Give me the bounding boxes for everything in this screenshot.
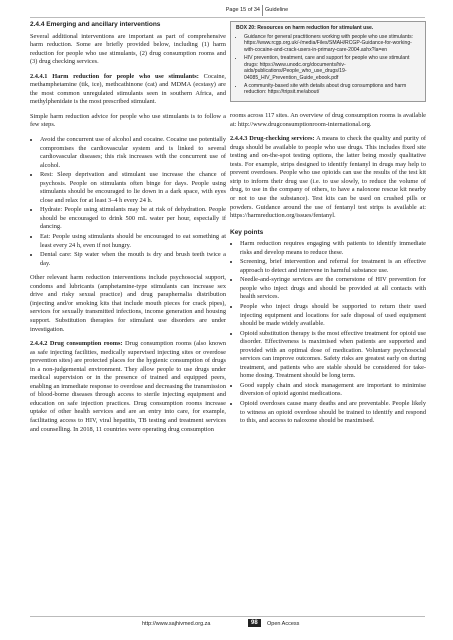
page-header: [0, 5, 453, 17]
drug-checking-heading: 2.4.4.3 Drug-checking services:: [230, 135, 315, 143]
header-divider: [262, 5, 263, 16]
list-item: • Opioid overdoses cause many deaths and are preventable. People likely to witness an opioid overdose should be trained to identify and respond to this, and access to naloxone should be maximised.: [240, 400, 426, 426]
dcr-text: Drug consumption rooms (also known as safe injecting facilities, medically supervised injecting sites or overdose prevention sites) are protected places for the hygienic consumption of drugs in a non-judgemental environment. They allow people to use drugs under medical supervision or in the presence of trained and equipped peers, enabling an immediate response to overdose and decreasing the transmission of blood-borne diseases through access to sterile injecting equipment and education on safe injection practices. Drug consumption rooms increase uptake of other health services and are an entry into care, for example, facilitating access to HIV, viral hepatitis, TB testing and treatment services and counselling. In 2018, 11 countries were operating drug consumption: [30, 340, 226, 433]
stimulant-advice-list: [30, 136, 226, 268]
advice-paragraph: Simple harm reduction advice for people who use stimulants is to follow a few steps.: [30, 112, 226, 129]
other-interventions-paragraph: Other relevant harm reduction interventions include psychosocial support, condoms and lubricants (amphetamine-type stimulants can increase sex drive and risky sexual practice) and drug paraphernalia distribution (injecting and/or smoking kits that include mouth pieces for crack pipes), services for sexually transmitted infections, income generation and housing support. Substitution therapies for stimulant use disorders are under investigation.: [30, 274, 226, 333]
list-item: • Eat: People using stimulants should be encouraged to eat something at least every 24 h, even if not hungry.: [40, 233, 226, 250]
page-indicator: Page 15 of 34: [225, 7, 260, 13]
stimulants-text: Cocaine, methamphetamine (tik, ice), methcathinone (cat) and MDMA (ecstasy) are the most common unregulated stimulants seen in southern Africa, and methylphenidate is the most prescribed stimulant.: [30, 72, 226, 106]
heading-emerging: 2.4.4 Emerging and ancillary interventions: [30, 21, 161, 28]
box-list: [236, 34, 420, 96]
resources-box: [230, 21, 426, 102]
section-label: Guideline: [265, 7, 289, 13]
list-item: • Screening, brief intervention and referral for treatment is an effective approach to detect and intervene in harmful substance use.: [240, 258, 426, 275]
stimulants-paragraph: [30, 73, 226, 107]
list-item: • Opioid substitution therapy is the most effective treatment for opioid use disorder. Effectiveness is maximised when patients are supported and provided with an optimal dose of medication. Voluntary psychosocial services can improve outcomes. Safety risks are greatest early on during treatment, and patients who are stable should be considered for take-home dosing. Treatment should be long term.: [240, 330, 426, 381]
list-item: • Needle-and-syringe services are the cornerstone of HIV prevention for people who inject drugs and should be provided at all contacts with health services.: [240, 276, 426, 302]
dcr-heading: 2.4.4.2 Drug consumption rooms:: [30, 340, 123, 348]
list-item: • Good supply chain and stock management are important to minimise diversion of opioid agonist medications.: [240, 382, 426, 399]
intro-paragraph: Several additional interventions are important as part of comprehensive harm reduction. Some are briefly provided below, including (1) harm reduction for people who use stimulants, (2) drug consumption rooms and (3) drug checking services.: [30, 32, 226, 66]
left-column: [30, 21, 226, 440]
list-item: • Harm reduction requires engaging with patients to identify immediate risks and develop means to reduce these.: [240, 240, 426, 257]
open-access-label: Open Access: [267, 621, 300, 627]
list-item: • People who inject drugs should be supported to return their used injecting equipment and locations for safe disposal of used equipment should be made widely available.: [240, 303, 426, 329]
key-points-heading: Key points: [230, 228, 264, 236]
box-title: BOX 20: Resources on harm reduction for stimulant use.: [236, 25, 374, 31]
list-item: • Rest: Sleep deprivation and stimulant use increase the chance of psychosis. People on stimulants often binge for days. People using stimulants should be encouraged to lie down in a dark space, with eyes close and relax for at least 3–4 h every 24 h.: [40, 171, 226, 205]
list-item: • Avoid the concurrent use of alcohol and cocaine. Cocaine use potentially compromises the cardiovascular system and is linked to several cardiovascular diseases; this risk increases with the concurrent use of alcohol.: [40, 136, 226, 170]
list-item: • Hydrate: People using stimulants may be at risk of dehydration. People should be encouraged to drink 500 mL water per hour, especially if dancing.: [40, 206, 226, 232]
right-column: [230, 21, 426, 432]
dcr-continued-paragraph: rooms across 117 sites. An overview of drug consumption rooms is available at: http://www.drugconsumptionroom-international.org.: [230, 112, 426, 128]
page-number: 98: [248, 619, 261, 627]
list-item[interactable]: • HIV prevention, treatment, care and support for people who use stimulant drugs: https://www.unodc.org/documents/hiv-aids/publications/People_who_use_drugs/19-04085_HIV_Prevention_Guide_ebook.pdf: [244, 55, 420, 82]
list-item[interactable]: • A community-based site with details about drug consumptions and harm reduction: https://tripsit.me/about/: [244, 83, 420, 96]
stimulants-heading: 2.4.4.1 Harm reduction for people who use stimulants:: [30, 72, 199, 80]
drug-checking-text: A means to check the quality and purity of drugs should be available to people who use drugs. This includes fixed site testing and on-the-spot testing options, the latter being mostly qualitative tests. For example, strips designed to identify fentanyl in drugs may help to prevent overdoses. People who use opioids can use the results of the test kit strip to inform their drug use (i.e. to use slowly, to reduce the volume of drug, to use in the company of others, to have a naloxone rescue kit nearby or not to use the substance). Test kits can be used on crushed pills or powders. Guidance around the use of fentanyl test strips is available at: https://harmreduction.org/issues/fentanyl.: [230, 135, 426, 220]
list-item: • Dental care: Sip water when the mouth is dry and brush teeth twice a day.: [40, 251, 226, 268]
key-points-list: [230, 240, 426, 425]
journal-link[interactable]: http://www.sajhivmed.org.za: [142, 621, 211, 627]
dcr-paragraph: [30, 340, 226, 434]
drug-checking-paragraph: [230, 135, 426, 220]
header-rule: [30, 17, 425, 18]
list-item[interactable]: • Guidance for general practitioners working with people who use stimulants: https://www.rcgp.org.uk/-/media/Files/SMAH/RCGP-Guidance-for-working-with-cocaine-and-crack-users-in-primary-care-2004.ashx?la=en: [244, 34, 420, 54]
footer-rule: [30, 616, 425, 617]
